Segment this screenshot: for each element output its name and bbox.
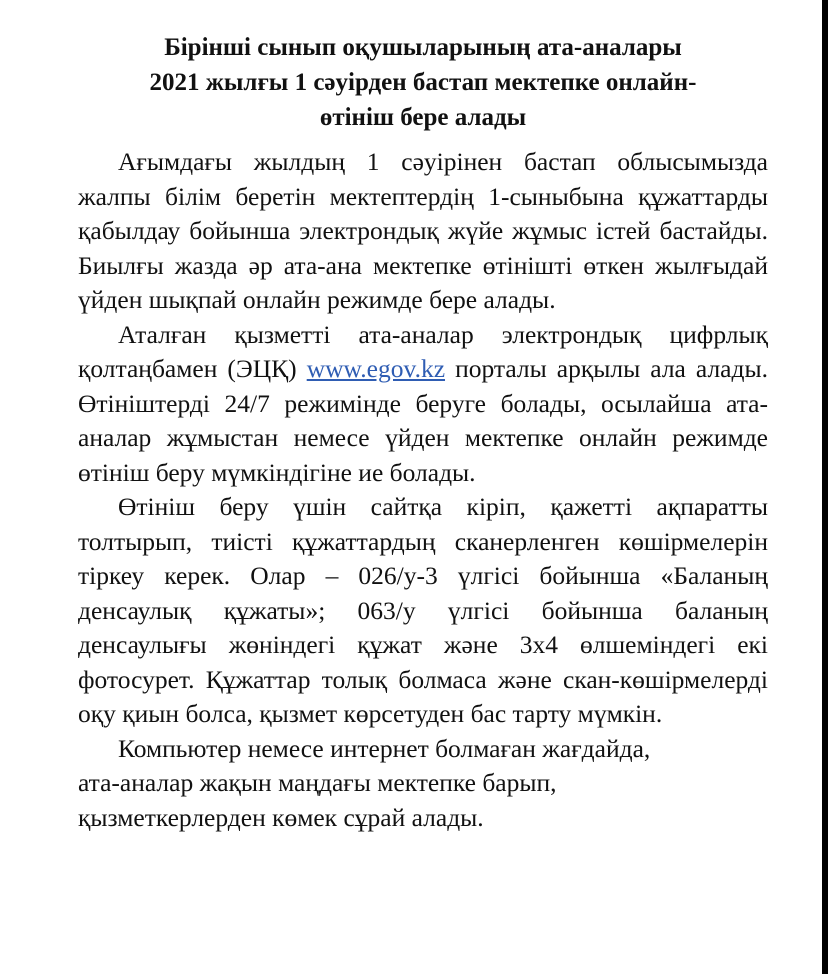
paragraph-2-text-end: порталы арқылы ала алады. Өтініштерді 24/7 режимінде беруге болады, осылайша ата-аналар жұмыстан немесе үйден мектепке онлайн режимде өтініш беру мүмкіндігіне ие болады. <box>78 354 768 487</box>
title-line-1: Бірінші сынып оқушыларының ата-аналары <box>164 34 682 61</box>
paragraph-4-line-3: қызметкерлерден көмек сұрай алады. <box>78 802 484 832</box>
egov-link[interactable]: www.egov.kz <box>306 354 446 383</box>
paragraph-3: Өтініш беру үшін сайтқа кіріп, қажетті ақпаратты толтырып, тиісті құжаттардың сканерленген көшірмелерін тіркеу керек. Олар – 026/у-3 үлгісі бойынша «Баланың денсаулық құжаты»; 063/у үлгісі бойынша баланың денсаулығы жөніндегі құжат және 3х4 өлшеміндегі екі фотосурет. Құжаттар толық болмаса және скан-көшірмелерді оқу қиын болса, қызмет көрсетуден бас тарту мүмкін. <box>78 492 768 728</box>
document-page <box>78 30 768 835</box>
article-body <box>78 145 768 835</box>
paragraph-1: Ағымдағы жылдың 1 сәуірінен бастап облысымызда жалпы білім беретін мектептердің 1-сыныбына құжаттарды қабылдау бойынша электрондық жүйе жұмыс істей бастайды. Биылғы жазда әр ата-ана мектепке өтінішті өткен жылғыдай үйден шықпай онлайн режимде бере алады. <box>78 147 768 314</box>
page-edge-shadow <box>822 0 828 974</box>
paragraph-4-line-2: ата-аналар жақын маңдағы мектепке барып, <box>78 768 557 797</box>
article-title <box>78 30 768 135</box>
title-line-3: өтініш бере алады <box>319 104 527 131</box>
paragraph-2-text-start: Аталған қызметті ата-аналар электрондық цифрлық қолтаңбамен (ЭЦҚ) <box>78 319 768 383</box>
title-line-2: 2021 жылғы 1 сәуірден бастап мектепке онлайн- <box>149 69 697 96</box>
paragraph-4-line-1: Компьютер немесе интернет болмаған жағдайда, <box>118 733 651 763</box>
paragraph-4 <box>78 732 768 836</box>
paragraph-2 <box>78 318 768 491</box>
